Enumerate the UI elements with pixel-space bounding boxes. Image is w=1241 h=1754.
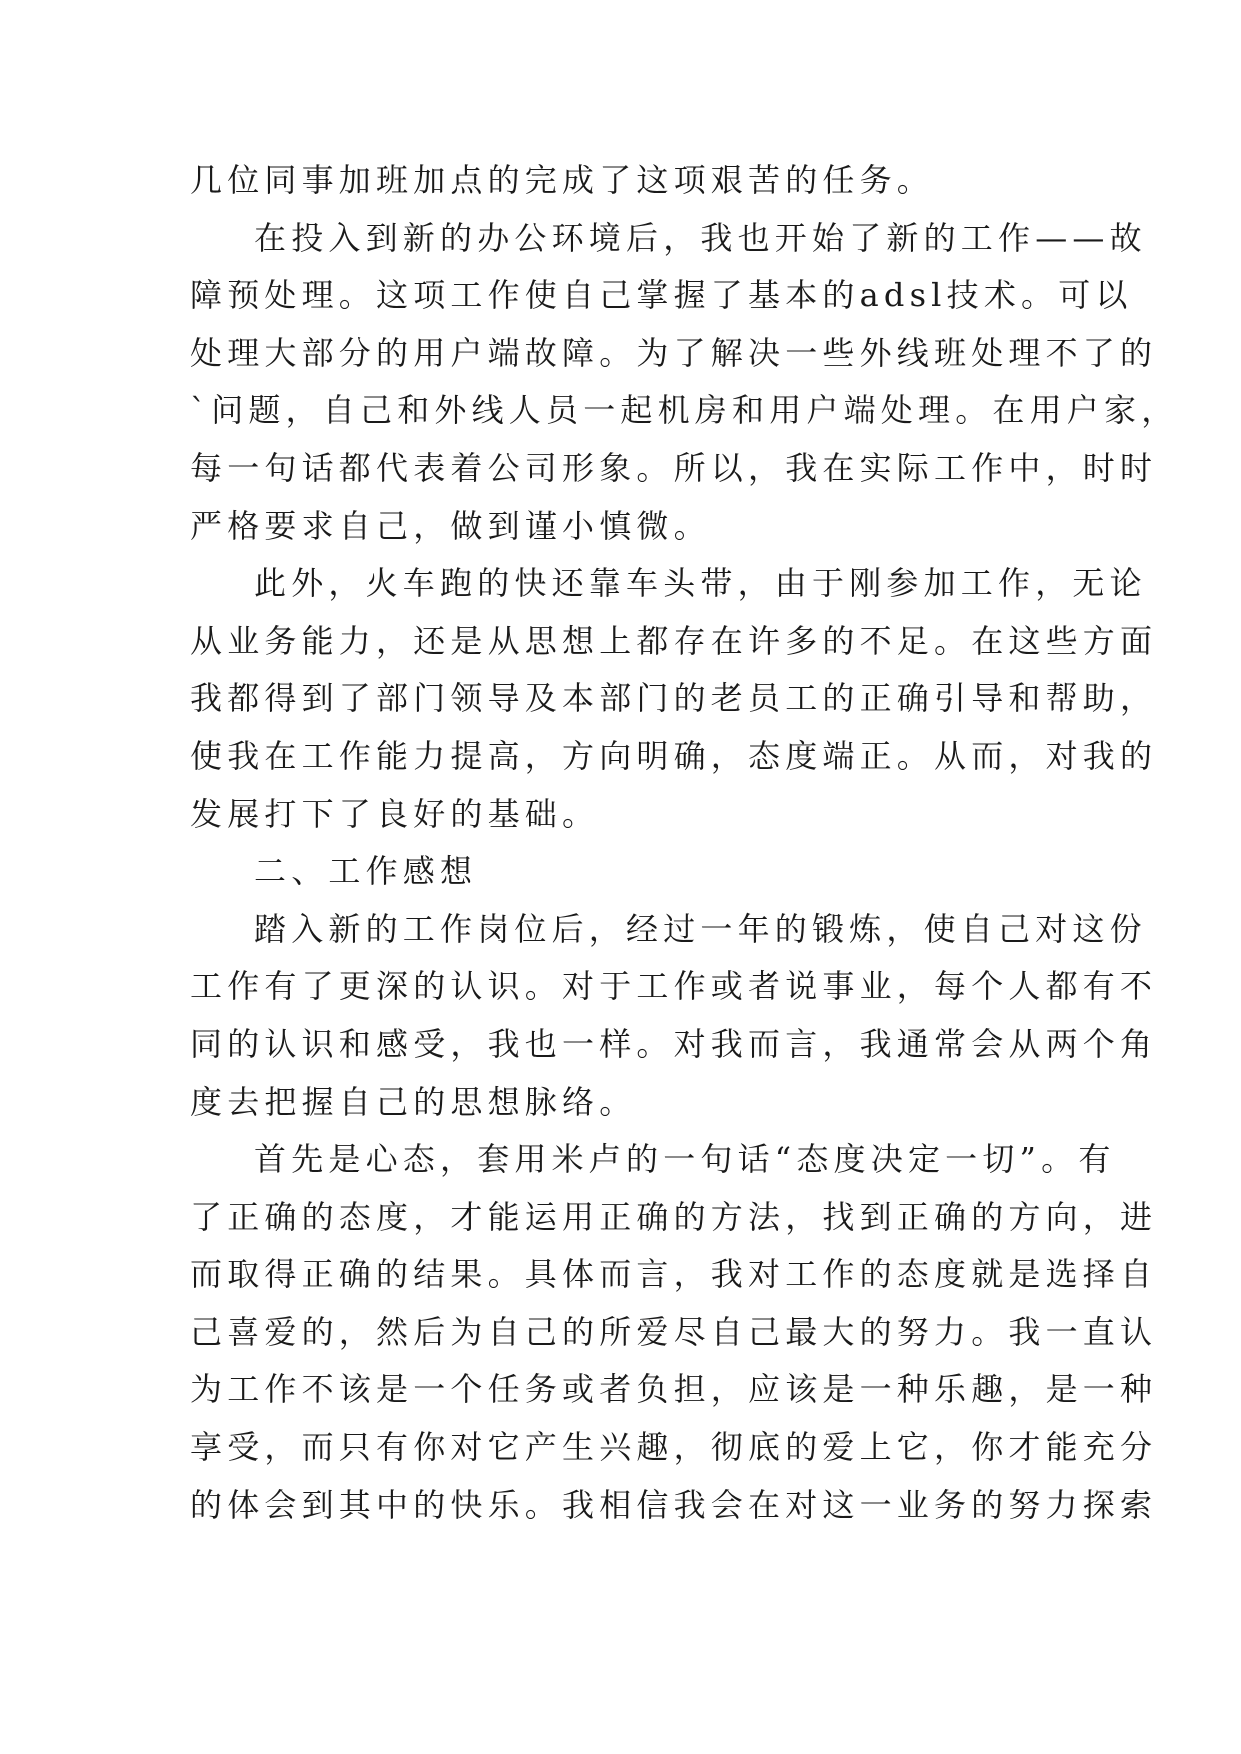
- text-line: 每一句话都代表着公司形象。所以，我在实际工作中，时时: [190, 448, 1158, 487]
- text-line: 使我在工作能力提高，方向明确，态度端正。从而，对我的: [190, 736, 1158, 775]
- text-line: 在投入到新的办公环境后，我也开始了新的工作——故: [254, 218, 1147, 257]
- text-line: 工作有了更深的认识。对于工作或者说事业，每个人都有不: [190, 967, 1158, 1006]
- text-line: 几位同事加班加点的完成了这项艰苦的任务。: [190, 161, 935, 199]
- text-line: 发展打下了良好的基础。: [190, 794, 600, 833]
- text-line: `问题，自己和外线人员一起机房和用户端处理。在用户家，: [190, 391, 1179, 430]
- text-line: 严格要求自己，做到谨小慎微。: [190, 506, 711, 545]
- text-line: 度去把握自己的思想脉络。: [190, 1082, 637, 1121]
- text-line: 从业务能力，还是从思想上都存在许多的不足。在这些方面: [190, 621, 1158, 660]
- text-line: 障预处理。这项工作使自己掌握了基本的adsl技术。可以: [190, 276, 1133, 315]
- text-line: 而取得正确的结果。具体而言，我对工作的态度就是选择自: [190, 1255, 1158, 1294]
- text-line: 了正确的态度，才能运用正确的方法，找到正确的方向，进: [190, 1197, 1158, 1236]
- text-line: 我都得到了部门领导及本部门的老员工的正确引导和帮助，: [190, 679, 1158, 718]
- text-line: 二、工作感想: [254, 852, 478, 891]
- text-line: 的体会到其中的快乐。我相信我会在对这一业务的努力探索: [190, 1485, 1158, 1524]
- text-line: 同的认识和感受，我也一样。对我而言，我通常会从两个角: [190, 1024, 1158, 1063]
- text-line: 此外，火车跑的快还靠车头带，由于刚参加工作，无论: [254, 564, 1147, 603]
- text-line: 己喜爱的，然后为自己的所爱尽自己最大的努力。我一直认: [190, 1312, 1158, 1351]
- text-line: 处理大部分的用户端故障。为了解决一些外线班处理不了的: [190, 333, 1158, 372]
- text-line: 为工作不该是一个任务或者负担，应该是一种乐趣，是一种: [190, 1370, 1158, 1409]
- text-line: 踏入新的工作岗位后，经过一年的锻炼，使自己对这份: [254, 909, 1147, 948]
- text-line: 享受，而只有你对它产生兴趣，彻底的爱上它，你才能充分: [190, 1428, 1158, 1467]
- text-line: 首先是心态，套用米卢的一句话“态度决定一切”。有: [254, 1140, 1116, 1179]
- document-body: [190, 152, 1179, 1534]
